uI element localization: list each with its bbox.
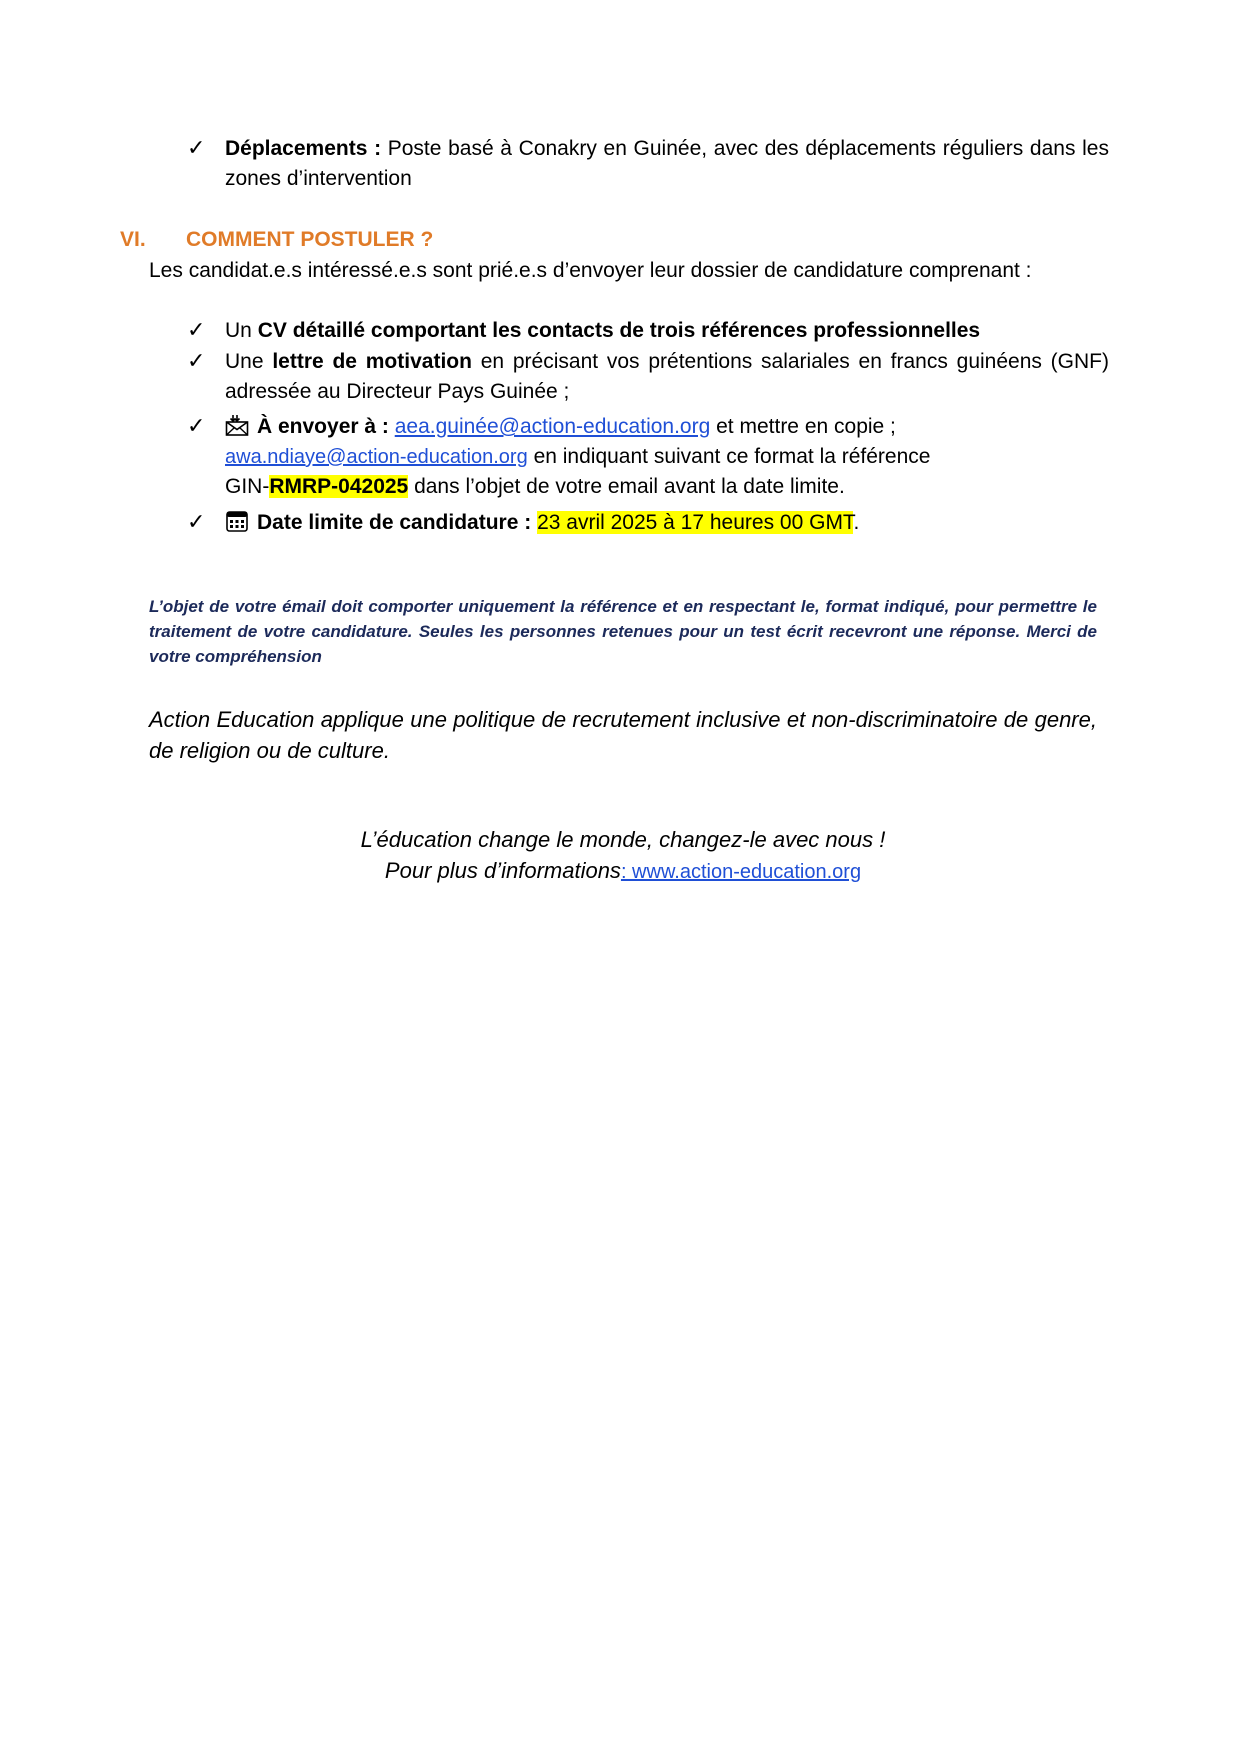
date-limite-suffix: . xyxy=(853,511,860,534)
envoi-after-email2: en indiquant suivant ce format la référence xyxy=(533,445,931,468)
intro-paragraph: Les candidat.e.s intéressé.e.s sont prié.e.s d’envoyer leur dossier de candidature comprenant : xyxy=(149,259,1032,282)
checkmark-icon: ✓ xyxy=(187,318,206,343)
list-item-cv xyxy=(189,316,1109,346)
section-heading xyxy=(120,225,433,255)
lettre-text: en précisant vos prétentions salariales en francs guinéens (GNF) adressée au Directeur Pays Guinée ; xyxy=(225,350,1109,403)
reference-code: RMRP-042025 xyxy=(269,475,409,498)
recruitment-policy: Action Education applique une politique de recrutement inclusive et non-discriminatoire de genre, de religion ou de culture. xyxy=(149,707,1097,763)
list-item-envoi xyxy=(189,412,1109,502)
calendar-icon xyxy=(225,509,249,533)
cv-text: CV détaillé comportant les contacts de trois références professionnelles xyxy=(257,319,981,342)
list-item-date-limite xyxy=(189,508,1109,538)
reference-suffix: dans l’objet de votre email avant la date limite. xyxy=(414,475,845,498)
cv-prefix: Un xyxy=(225,319,252,342)
envelope-download-icon xyxy=(225,413,249,437)
date-limite-label: Date limite de candidature : xyxy=(257,511,532,534)
section-number: VI. xyxy=(120,228,146,251)
email-subject-note: L’objet de votre émail doit comporter uniquement la référence et en respectant le, format indiqué, pour permettre le traitement de votre candidature. Seules les personnes retenues pour un test écrit recevront une réponse. Merci de votre compréhension xyxy=(149,597,1097,666)
email-link-ndiaye[interactable]: awa.ndiaye@action-education.org xyxy=(225,446,528,468)
checkmark-icon: ✓ xyxy=(187,414,206,439)
lettre-bold: lettre de motivation xyxy=(272,350,472,373)
closing-slogan: L’éducation change le monde, changez-le avec nous ! xyxy=(360,827,886,852)
email-link-guinee[interactable]: aea.guinée@action-education.org xyxy=(394,415,711,438)
section-title: COMMENT POSTULER ? xyxy=(186,228,434,251)
list-item-deplacements xyxy=(189,134,1109,194)
closing-info-prefix: Pour plus d’informations xyxy=(384,858,621,883)
lettre-prefix: Une xyxy=(225,350,264,373)
list-item-lettre xyxy=(189,347,1109,407)
checkmark-icon: ✓ xyxy=(187,349,206,374)
envoi-label: À envoyer à : xyxy=(257,415,389,438)
envoi-mid-text: et mettre en copie ; xyxy=(716,415,896,438)
checkmark-icon: ✓ xyxy=(187,136,206,161)
website-link[interactable]: : www.action-education.org xyxy=(620,861,862,883)
deplacements-label: Déplacements : xyxy=(225,137,382,160)
reference-prefix: GIN- xyxy=(225,475,270,498)
checkmark-icon: ✓ xyxy=(187,510,206,535)
date-limite-value: 23 avril 2025 à 17 heures 00 GMT xyxy=(537,511,854,534)
closing-info-line xyxy=(149,855,1097,888)
deplacements-text: Poste basé à Conakry en Guinée, avec des déplacements réguliers dans les zones d’intervention xyxy=(225,137,1109,190)
